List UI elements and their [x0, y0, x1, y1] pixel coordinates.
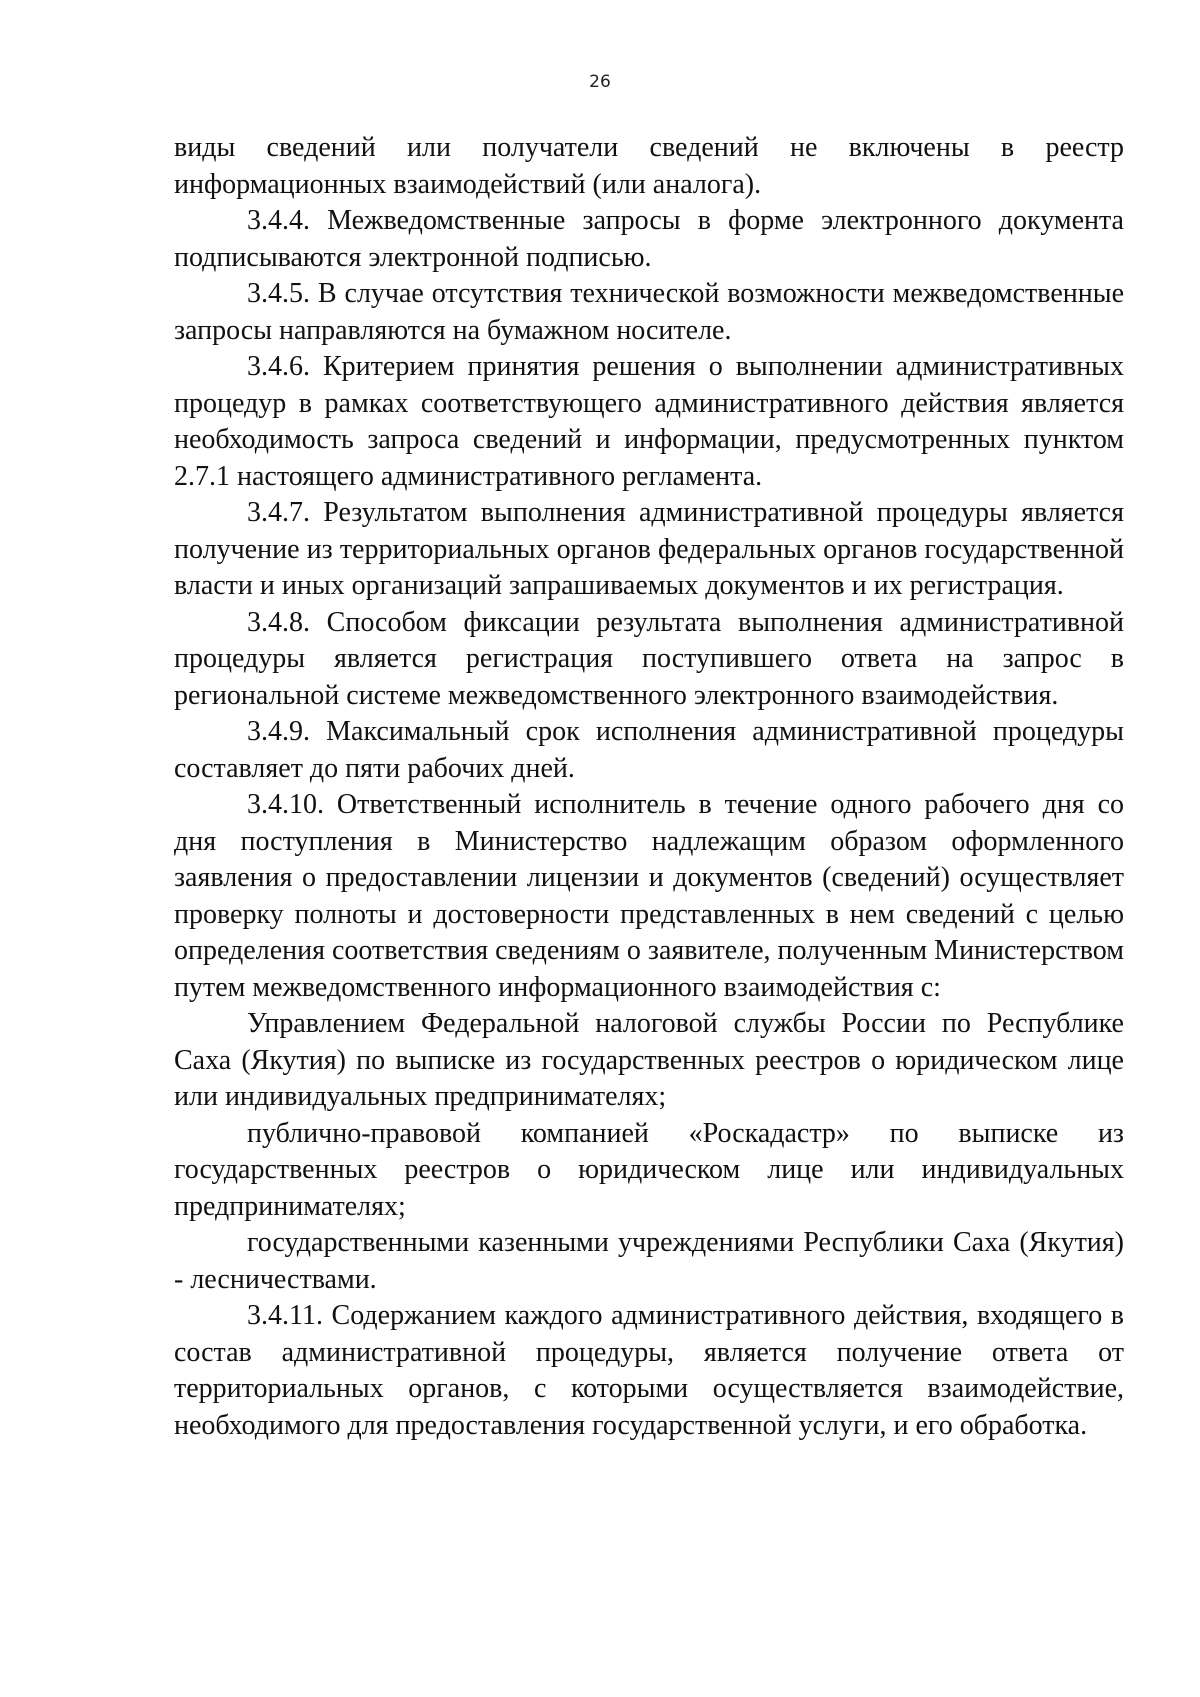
paragraph-3-4-8: 3.4.8. Способом фиксации результата выполнения административной процедуры является регистрация поступившего ответа на запрос в региональной системе межведомственного электронного взаимодействия. — [174, 606, 1124, 711]
paragraph-3-4-9: 3.4.9. Максимальный срок исполнения административной процедуры составляет до пяти рабочих дней. — [174, 716, 1124, 784]
paragraph-3-4-10: 3.4.10. Ответственный исполнитель в течение одного рабочего дня со дня поступления в Министерство надлежащим образом оформленного заявления о предоставлении лицензии и документов (сведений) осуществляет проверку полноты и достоверности представленных в нем сведений с целью определения соответствия сведениям о заявителе, полученным Министерством путем межведомственного информационного взаимодействия с: — [174, 789, 1124, 1003]
document-body — [174, 130, 1124, 1444]
list-item-fns: Управлением Федеральной налоговой службы России по Республике Саха (Якутия) по выписке из государственных реестров о юридическом лице или индивидуальных предпринимателях; — [174, 1008, 1124, 1112]
paragraph-3-4-6: 3.4.6. Критерием принятия решения о выполнении административных процедур в рамках соответствующего административного действия является необходимость запроса сведений и информации, предусмотренных пунктом 2.7.1 настоящего административного регламента. — [174, 351, 1124, 492]
paragraph-3-4-5: 3.4.5. В случае отсутствия технической возможности межведомственные запросы направляются на бумажном носителе. — [174, 278, 1124, 346]
paragraph-continuation: виды сведений или получатели сведений не включены в реестр информационных взаимодействий (или аналога). — [174, 132, 1124, 200]
paragraph-3-4-11: 3.4.11. Содержанием каждого административного действия, входящего в состав административной процедуры, является получение ответа от территориальных органов, с которыми осуществляется взаимодействие, необходимого для предоставления государственной услуги, и его обработка. — [174, 1300, 1124, 1441]
list-item-roskadastr: публично-правовой компанией «Роскадастр» по выписке из государственных реестров о юридическом лице или индивидуальных предпринимателях; — [174, 1117, 1124, 1222]
page-number: 26 — [589, 72, 611, 92]
list-item-forestry: государственными казенными учреждениями Республики Саха (Якутия) - лесничествами. — [174, 1227, 1124, 1295]
paragraph-3-4-7: 3.4.7. Результатом выполнения административной процедуры является получение из территориальных органов федеральных органов государственной власти и иных организаций запрашиваемых документов и их регистрация. — [174, 497, 1124, 601]
paragraph-3-4-4: 3.4.4. Межведомственные запросы в форме электронного документа подписываются электронной подписью. — [174, 205, 1124, 273]
